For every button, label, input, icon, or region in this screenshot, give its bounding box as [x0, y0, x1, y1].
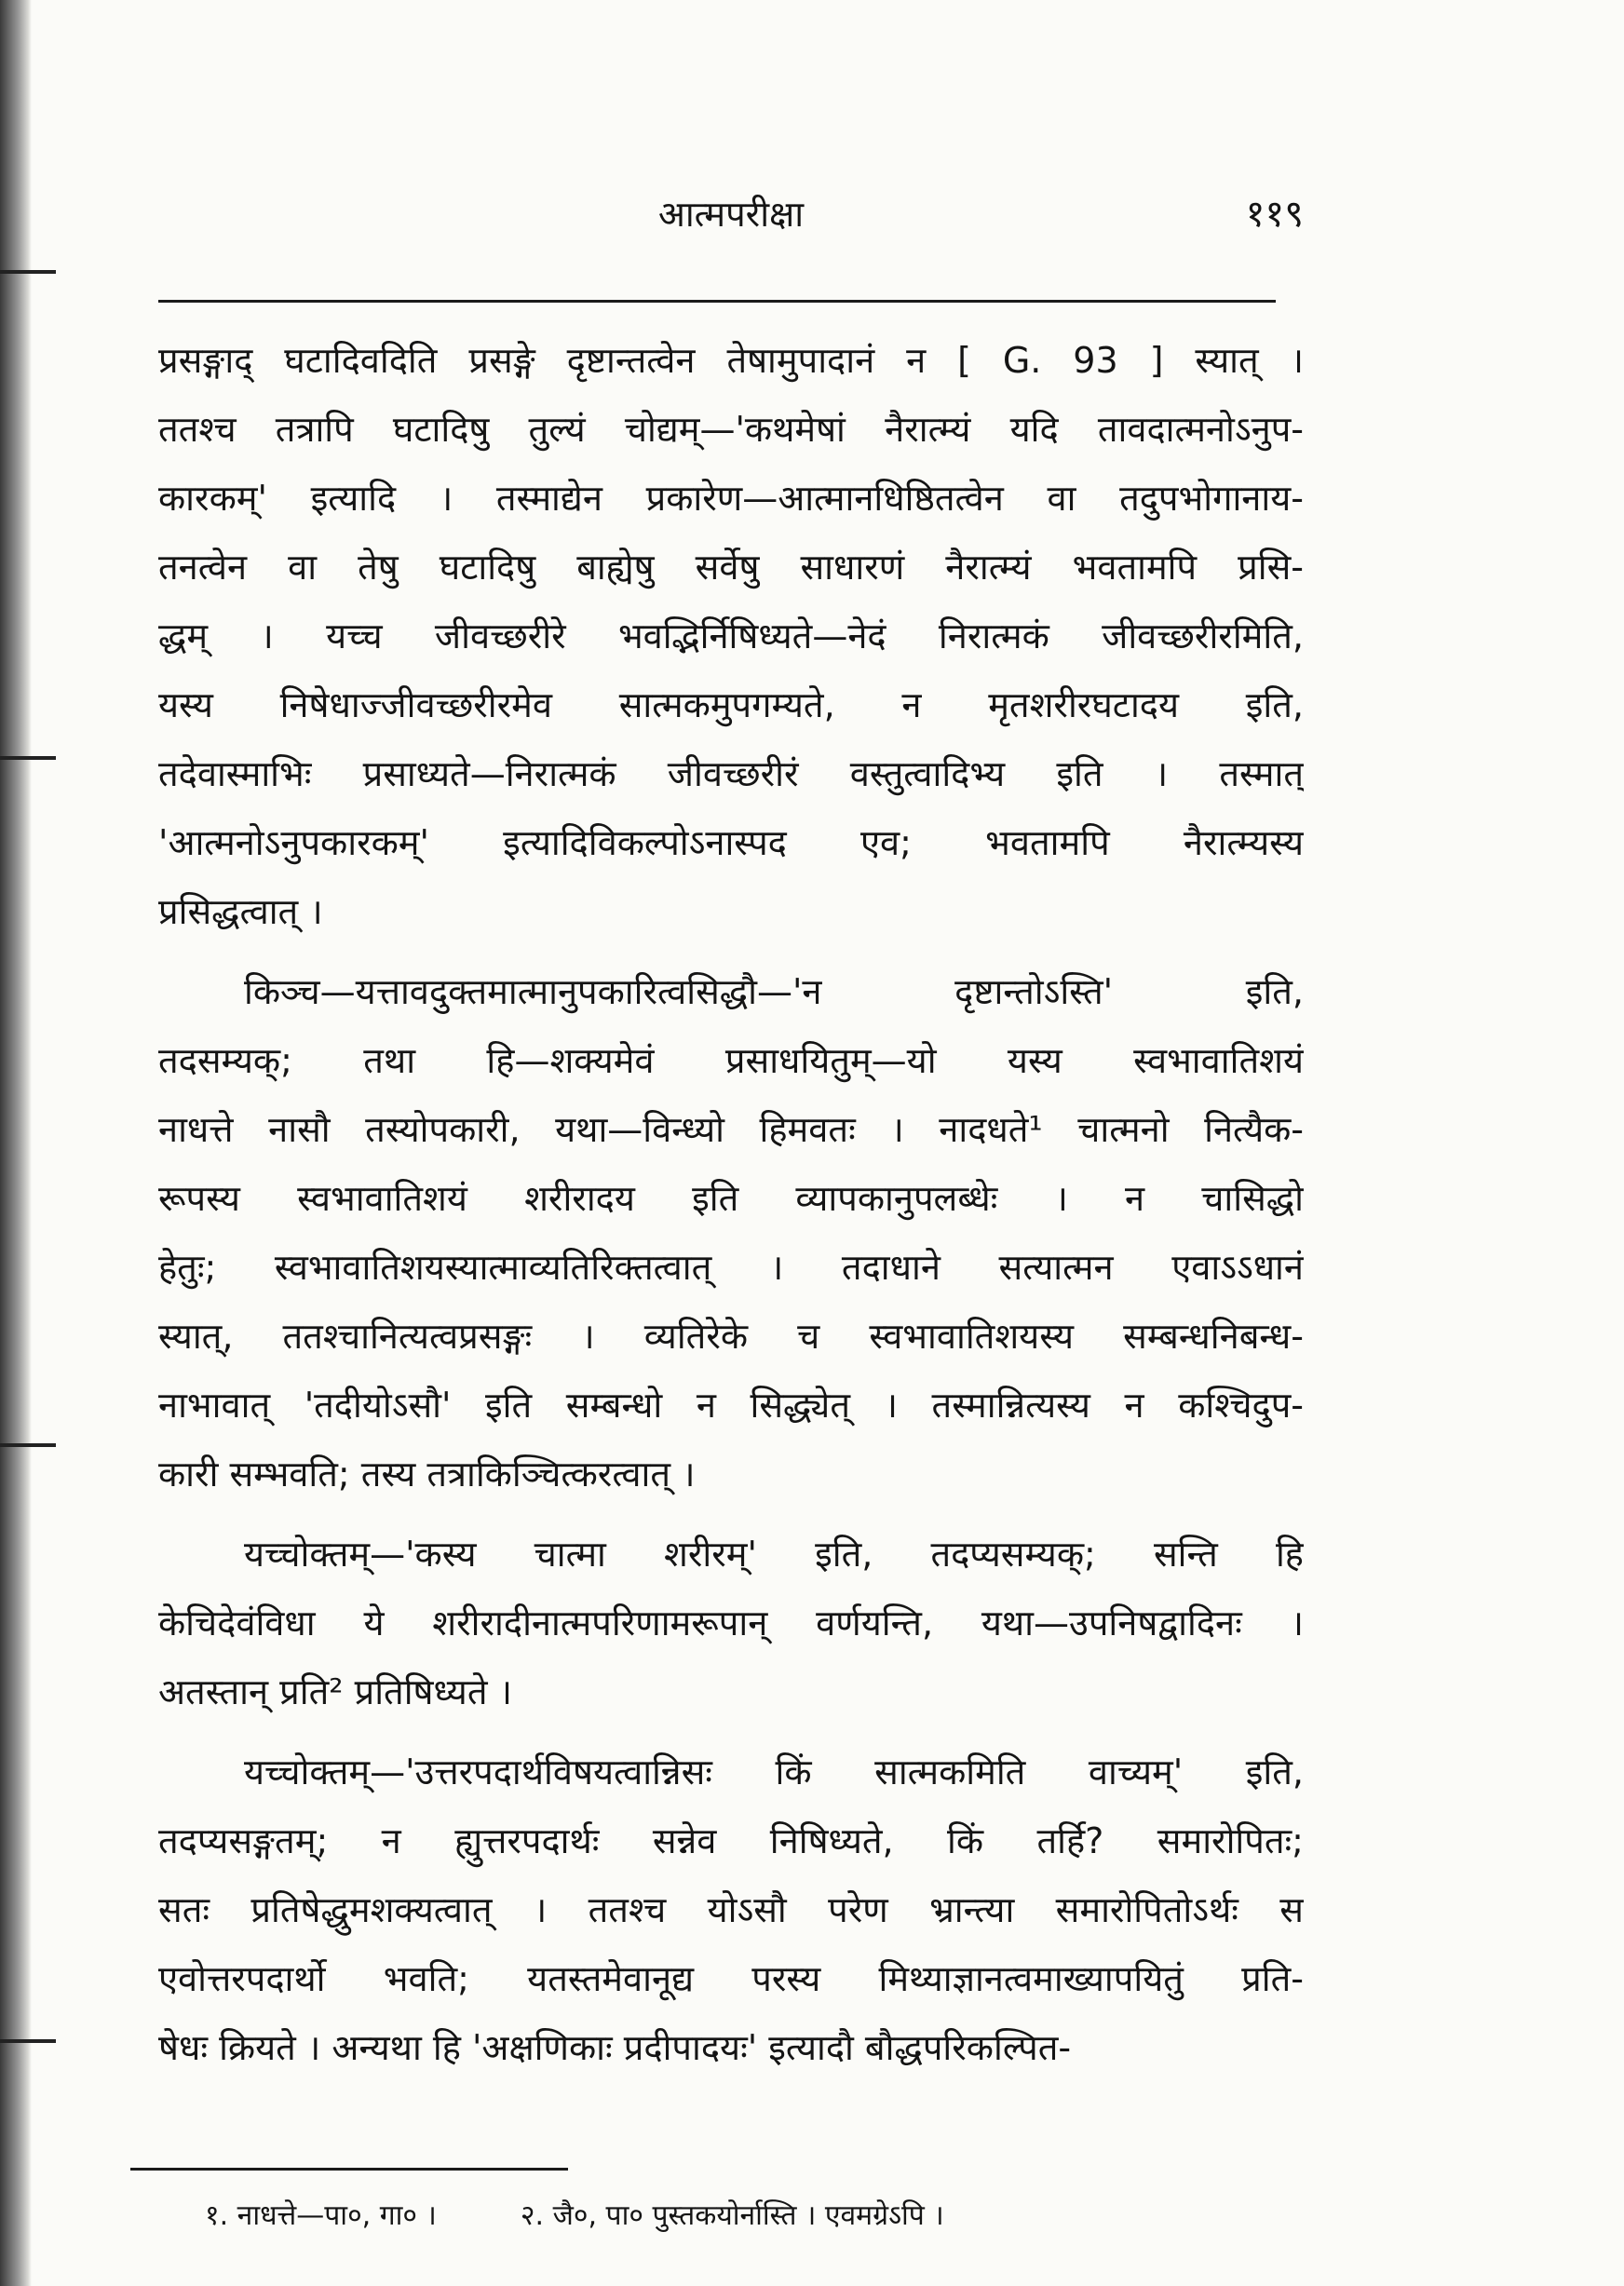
- text-line: केचिदेवंविधा ये शरीरादीनात्मपरिणामरूपान् वर्णयन्ति, यथा—उपनिषद्वादिनः ।: [158, 1603, 1304, 1643]
- text-line: यच्चोक्तम्—'कस्य चात्मा शरीरम्' इति, तदप्यसम्यक्; सन्ति हि: [244, 1534, 1304, 1575]
- text-line: कारी सम्भवति; तस्य तत्राकिञ्चित्करत्वात् ।: [158, 1454, 696, 1495]
- paragraph: [158, 326, 1304, 946]
- text-line: यस्य निषेधाज्जीवच्छरीरमेव सात्मकमुपगम्यते, न मृतशरीरघटादय इति,: [158, 684, 1304, 725]
- text-line: किञ्च—यत्तावदुक्तमात्मानुपकारित्वसिद्धौ—'न दृष्टान्तोऽस्ति' इति,: [244, 971, 1304, 1012]
- text-line: रूपस्य स्वभावातिशयं शरीरादय इति व्यापकानुपलब्धेः । न चासिद्धो: [158, 1178, 1304, 1219]
- footnote: १. नाधत्ते—पा०, गा० ।: [205, 2199, 437, 2232]
- paragraph: [158, 1738, 1304, 2082]
- text-line: तदेवास्माभिः प्रसाध्यते—निरात्मकं जीवच्छरीरं वस्तुत्वादिभ्य इति । तस्मात्: [158, 753, 1304, 794]
- footnotes: [205, 2190, 1304, 2242]
- binding-mark: [0, 2039, 56, 2043]
- text-line: एवोत्तरपदार्थो भवति; यतस्तमेवानूद्य परस्य मिथ्याज्ञानत्वमाख्यापयितुं प्रति-: [158, 1958, 1304, 1999]
- text-line: तनत्वेन वा तेषु घटादिषु बाह्येषु सर्वेषु साधारणं नैरात्म्यं भवतामपि प्रसि-: [158, 547, 1304, 588]
- body-text: [158, 326, 1304, 2082]
- header-rule: [158, 300, 1276, 303]
- footnote: २. जै०, पा० पुस्तकयोर्नास्ति । एवमग्रेऽपि ।: [520, 2199, 944, 2232]
- text-line: सतः प्रतिषेद्धुमशक्यत्वात् । ततश्च योऽसौ परेण भ्रान्त्या समारोपितोऽर्थः स: [158, 1889, 1304, 1930]
- text-line: 'आत्मनोऽनुपकारकम्' इत्यादिविकल्पोऽनास्पद एव; भवतामपि नैरात्म्यस्य: [158, 822, 1304, 863]
- running-title: आत्मपरीक्षा: [657, 194, 805, 235]
- page-number: ११९: [1245, 193, 1304, 236]
- footnote-rule: [130, 2168, 568, 2171]
- text-line: प्रसिद्धत्वात् ।: [158, 891, 323, 932]
- binding-mark: [0, 756, 56, 760]
- text-line: नाधत्ते नासौ तस्योपकारी, यथा—विन्ध्यो हिमवतः । नादधते¹ चात्मनो नित्यैक-: [158, 1109, 1304, 1150]
- text-line: तदप्यसङ्गतम्; न ह्युत्तरपदार्थः सन्नेव निषिध्यते, किं तर्हि? समारोपितः;: [158, 1820, 1304, 1861]
- text-line: तदसम्यक्; तथा हि—शक्यमेवं प्रसाधयितुम्—यो यस्य स्वभावातिशयं: [158, 1040, 1304, 1081]
- binding-mark: [0, 1443, 56, 1447]
- page-header: [158, 184, 1304, 244]
- text-line: स्यात्, ततश्चानित्यत्वप्रसङ्गः । व्यतिरेके च स्वभावातिशयस्य सम्बन्धनिबन्ध-: [158, 1316, 1304, 1357]
- text-line: ततश्च तत्रापि घटादिषु तुल्यं चोद्यम्—'कथमेषां नैरात्म्यं यदि तावदात्मनोऽनुप-: [158, 409, 1304, 450]
- text-line: यच्चोक्तम्—'उत्तरपदार्थविषयत्वान्निसः किं सात्मकमिति वाच्यम्' इति,: [244, 1752, 1304, 1792]
- text-line: द्धम् । यच्च जीवच्छरीरे भवद्भिर्निषिध्यते—नेदं निरात्मकं जीवच्छरीरमिति,: [158, 615, 1304, 656]
- text-line: कारकम्' इत्यादि । तस्माद्येन प्रकारेण—आत्मानधिष्ठितत्वेन वा तदुपभोगानाय-: [158, 478, 1304, 519]
- paragraph: [158, 957, 1304, 1508]
- book-binding-edge: [0, 0, 32, 2286]
- text-line: षेधः क्रियते । अन्यथा हि 'अक्षणिकाः प्रदीपादयः' इत्यादौ बौद्धपरिकल्पित-: [158, 2027, 1072, 2068]
- paragraph: [158, 1520, 1304, 1726]
- text-line: अतस्तान् प्रति² प्रतिषिध्यते ।: [158, 1671, 512, 1712]
- text-line: प्रसङ्गाद् घटादिवदिति प्रसङ्गे दृष्टान्तत्वेन तेषामुपादानं न [ G. 93 ] स्यात् ।: [158, 340, 1304, 381]
- binding-mark: [0, 270, 56, 274]
- text-line: नाभावात् 'तदीयोऽसौ' इति सम्बन्धो न सिद्ध्येत् । तस्मान्नित्यस्य न कश्चिदुप-: [158, 1385, 1304, 1426]
- text-line: हेतुः; स्वभावातिशयस्यात्माव्यतिरिक्तत्वात् । तदाधाने सत्यात्मन एवाऽऽधानं: [158, 1247, 1304, 1288]
